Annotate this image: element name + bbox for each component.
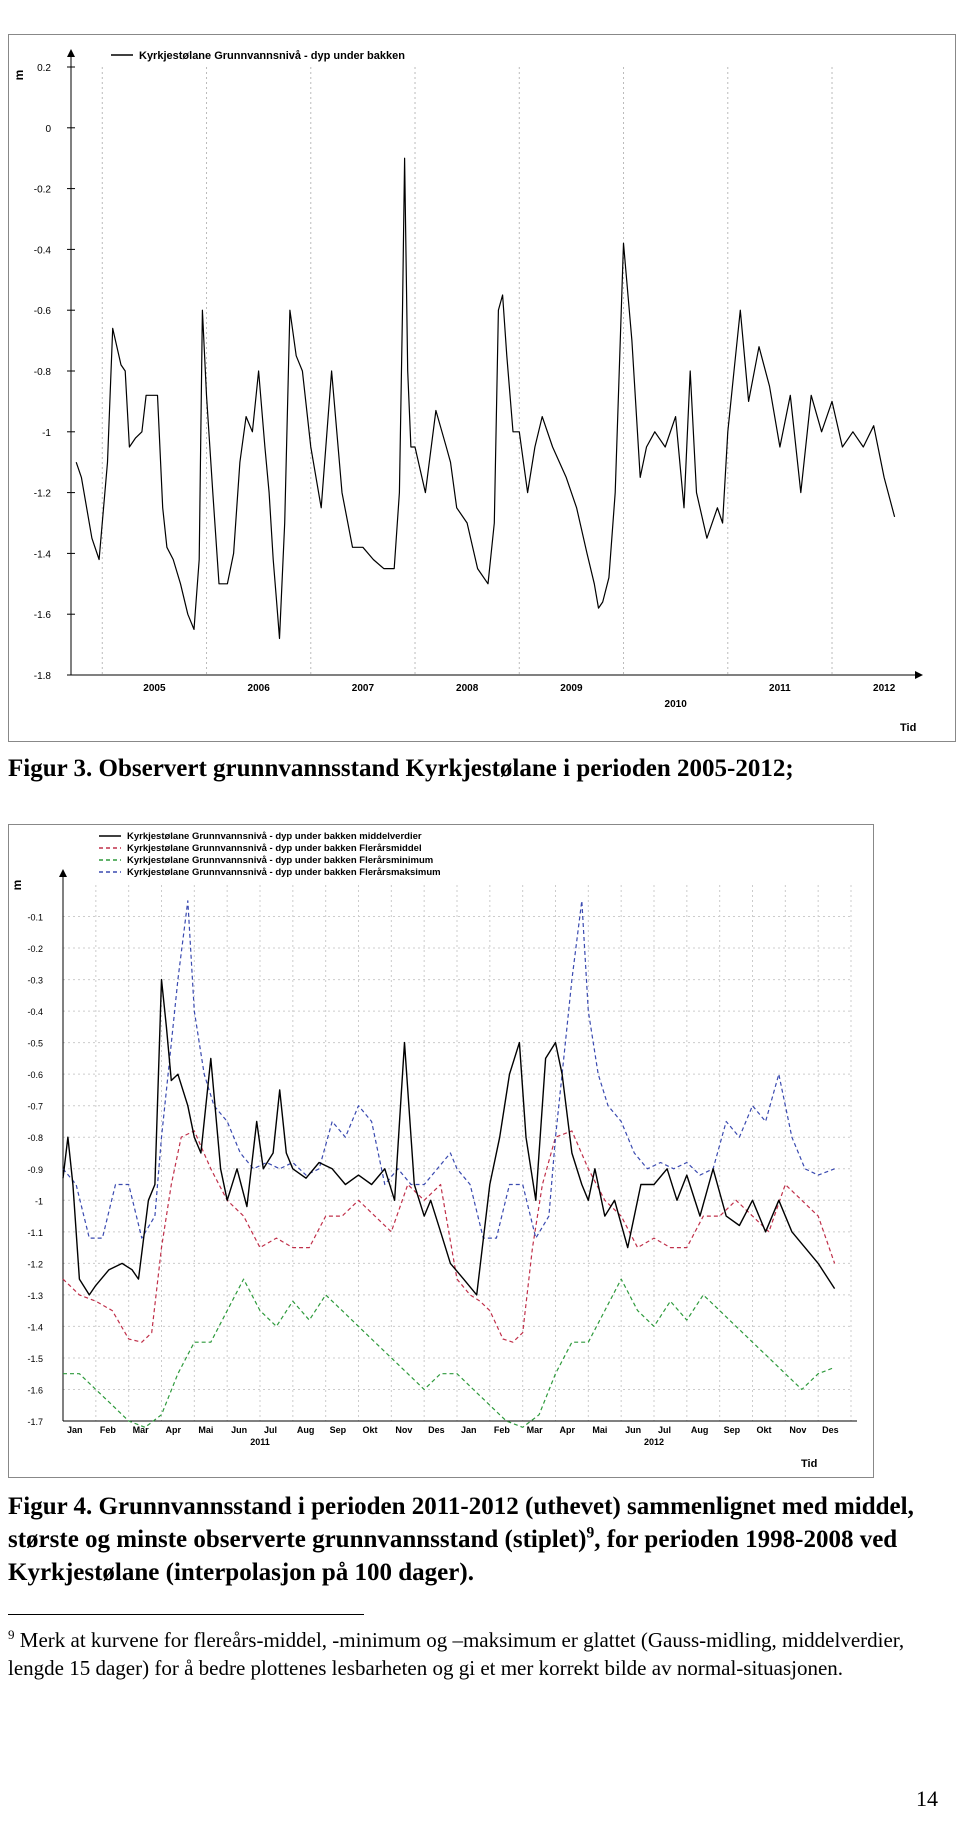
- y-tick-label: -0.6: [27, 1070, 43, 1081]
- legend-label: Kyrkjestølane Grunnvannsnivå - dyp under bakken Flerårsmiddel: [127, 843, 422, 854]
- figure-4-svg: [9, 825, 871, 1475]
- y-tick-label: -0.9: [27, 1164, 43, 1175]
- x-tick-label: Mar: [526, 1425, 543, 1435]
- legend-label: Kyrkjestølane Grunnvannsnivå - dyp under bakken middelverdier: [127, 831, 422, 842]
- x-tick-label: 2006: [247, 683, 270, 694]
- x-tick-label: Jul: [658, 1425, 672, 1435]
- x-tick-label: Mar: [132, 1425, 149, 1435]
- year-label: 2012: [643, 1437, 665, 1447]
- legend-label: Kyrkjestølane Grunnvannsnivå - dyp under bakken Flerårsminimum: [127, 855, 434, 866]
- legend-label: Kyrkjestølane Grunnvannsnivå - dyp under bakken Flerårsmaksimum: [127, 867, 441, 878]
- y-tick-label: -0.7: [27, 1101, 43, 1112]
- footnote-mark: 9: [8, 1627, 15, 1642]
- footnote: [8, 1626, 956, 1682]
- figure-4-caption-main: Figur 4. Grunnvannsstand i perioden 2011-2012 (uthevet) sammenlignet med middel, største og minste observerte grunnvannsstand (stiplet): [8, 1493, 914, 1553]
- x-tick-label: 2009: [560, 683, 583, 694]
- y-tick-label: -0.5: [27, 1038, 43, 1049]
- series-line: [63, 1131, 835, 1342]
- footnote-divider: [8, 1614, 364, 1615]
- x-tick-label: Apr: [165, 1425, 181, 1435]
- x-tick-label: Aug: [296, 1425, 315, 1435]
- x-tick-label: 2005: [143, 683, 166, 694]
- footnote-ref: 9: [586, 1524, 595, 1542]
- x-tick-label: Nov: [789, 1425, 807, 1435]
- series-line: [63, 1279, 835, 1427]
- x-tick-label: Jun: [231, 1425, 248, 1435]
- y-tick-label: -0.4: [27, 1007, 43, 1018]
- figure-4-chart: [8, 824, 874, 1478]
- figure-4-caption-tail: , for perioden 1998-2008 ved Kyrkjestølane (interpolasjon på 100 dager).: [8, 1526, 898, 1586]
- figure-3-caption: Figur 3. Observert grunnvannsstand Kyrkjestølane i perioden 2005-2012;: [8, 755, 794, 782]
- x-tick-label: Nov: [395, 1425, 413, 1435]
- y-axis-label: m: [12, 69, 26, 81]
- x-axis-label: Tid: [801, 1458, 818, 1470]
- y-tick-label: -1.6: [33, 610, 51, 622]
- x-tick-label: Mai: [592, 1425, 608, 1435]
- y-tick-label: -1.1: [27, 1227, 43, 1238]
- figure-3-chart: [8, 34, 956, 742]
- y-tick-label: -1.6: [27, 1385, 43, 1396]
- x-tick-label: 2010: [664, 699, 687, 710]
- y-axis-arrow: [67, 49, 75, 57]
- x-tick-label: 2011: [769, 683, 791, 694]
- x-tick-label: 2007: [351, 683, 375, 694]
- y-tick-label: 0.2: [37, 63, 51, 74]
- y-tick-label: -1: [34, 1196, 43, 1207]
- y-tick-label: -1.3: [27, 1290, 43, 1301]
- x-tick-label: Jul: [264, 1425, 278, 1435]
- y-tick-label: -0.2: [33, 184, 51, 196]
- y-tick-label: -0.3: [27, 975, 43, 986]
- x-tick-label: Mai: [198, 1425, 214, 1435]
- figure-4-caption: [8, 1490, 956, 1589]
- x-tick-label: Jan: [461, 1425, 477, 1435]
- x-tick-label: Sep: [329, 1425, 347, 1435]
- y-tick-label: -0.4: [33, 245, 51, 257]
- x-tick-label: Feb: [493, 1425, 510, 1435]
- y-tick-label: -0.8: [33, 367, 51, 378]
- y-tick-label: 0: [45, 123, 51, 135]
- y-tick-label: -1.2: [33, 488, 51, 500]
- figure-3-svg: [9, 35, 953, 739]
- x-tick-label: Feb: [99, 1425, 116, 1435]
- x-tick-label: Aug: [690, 1425, 709, 1435]
- y-tick-label: -1.4: [33, 549, 51, 561]
- page-number: 14: [916, 1786, 938, 1811]
- y-tick-label: -1.4: [27, 1322, 43, 1333]
- x-tick-label: Des: [428, 1425, 445, 1435]
- y-axis-label: m: [10, 879, 24, 891]
- y-tick-label: -1.5: [27, 1353, 43, 1364]
- legend-label: Kyrkjestølane Grunnvannsnivå - dyp under bakken: [139, 50, 405, 62]
- year-label: 2011: [250, 1437, 270, 1447]
- series-line: [76, 158, 894, 638]
- x-tick-label: Sep: [723, 1425, 741, 1435]
- x-tick-label: Okt: [362, 1425, 378, 1435]
- x-axis-label: Tid: [900, 722, 917, 734]
- x-tick-label: Jan: [67, 1425, 83, 1435]
- y-tick-label: -0.8: [27, 1133, 43, 1144]
- y-axis-arrow: [59, 869, 67, 877]
- footnote-text: Merk at kurvene for flereårs-middel, -minimum og –maksimum er glattet (Gauss-midling, middelverdier, lengde 15 dager) for å bedre plottenes lesbarheten og gi et mer korrekt bilde av normal-situasjonen.: [8, 1628, 905, 1680]
- y-tick-label: -1.7: [27, 1417, 43, 1427]
- x-tick-label: Jun: [625, 1425, 642, 1435]
- y-tick-label: -0.2: [27, 944, 43, 955]
- y-tick-label: -1.2: [27, 1259, 43, 1270]
- x-tick-label: Des: [822, 1425, 839, 1435]
- y-tick-label: -1: [42, 427, 51, 439]
- x-tick-label: Apr: [559, 1425, 575, 1435]
- y-tick-label: -0.6: [33, 306, 51, 318]
- x-axis-arrow: [915, 671, 923, 679]
- x-tick-label: Okt: [756, 1425, 772, 1435]
- y-tick-label: -1.8: [33, 671, 51, 682]
- x-tick-label: 2008: [456, 683, 479, 694]
- y-tick-label: -0.1: [27, 912, 43, 923]
- x-tick-label: 2012: [873, 683, 896, 694]
